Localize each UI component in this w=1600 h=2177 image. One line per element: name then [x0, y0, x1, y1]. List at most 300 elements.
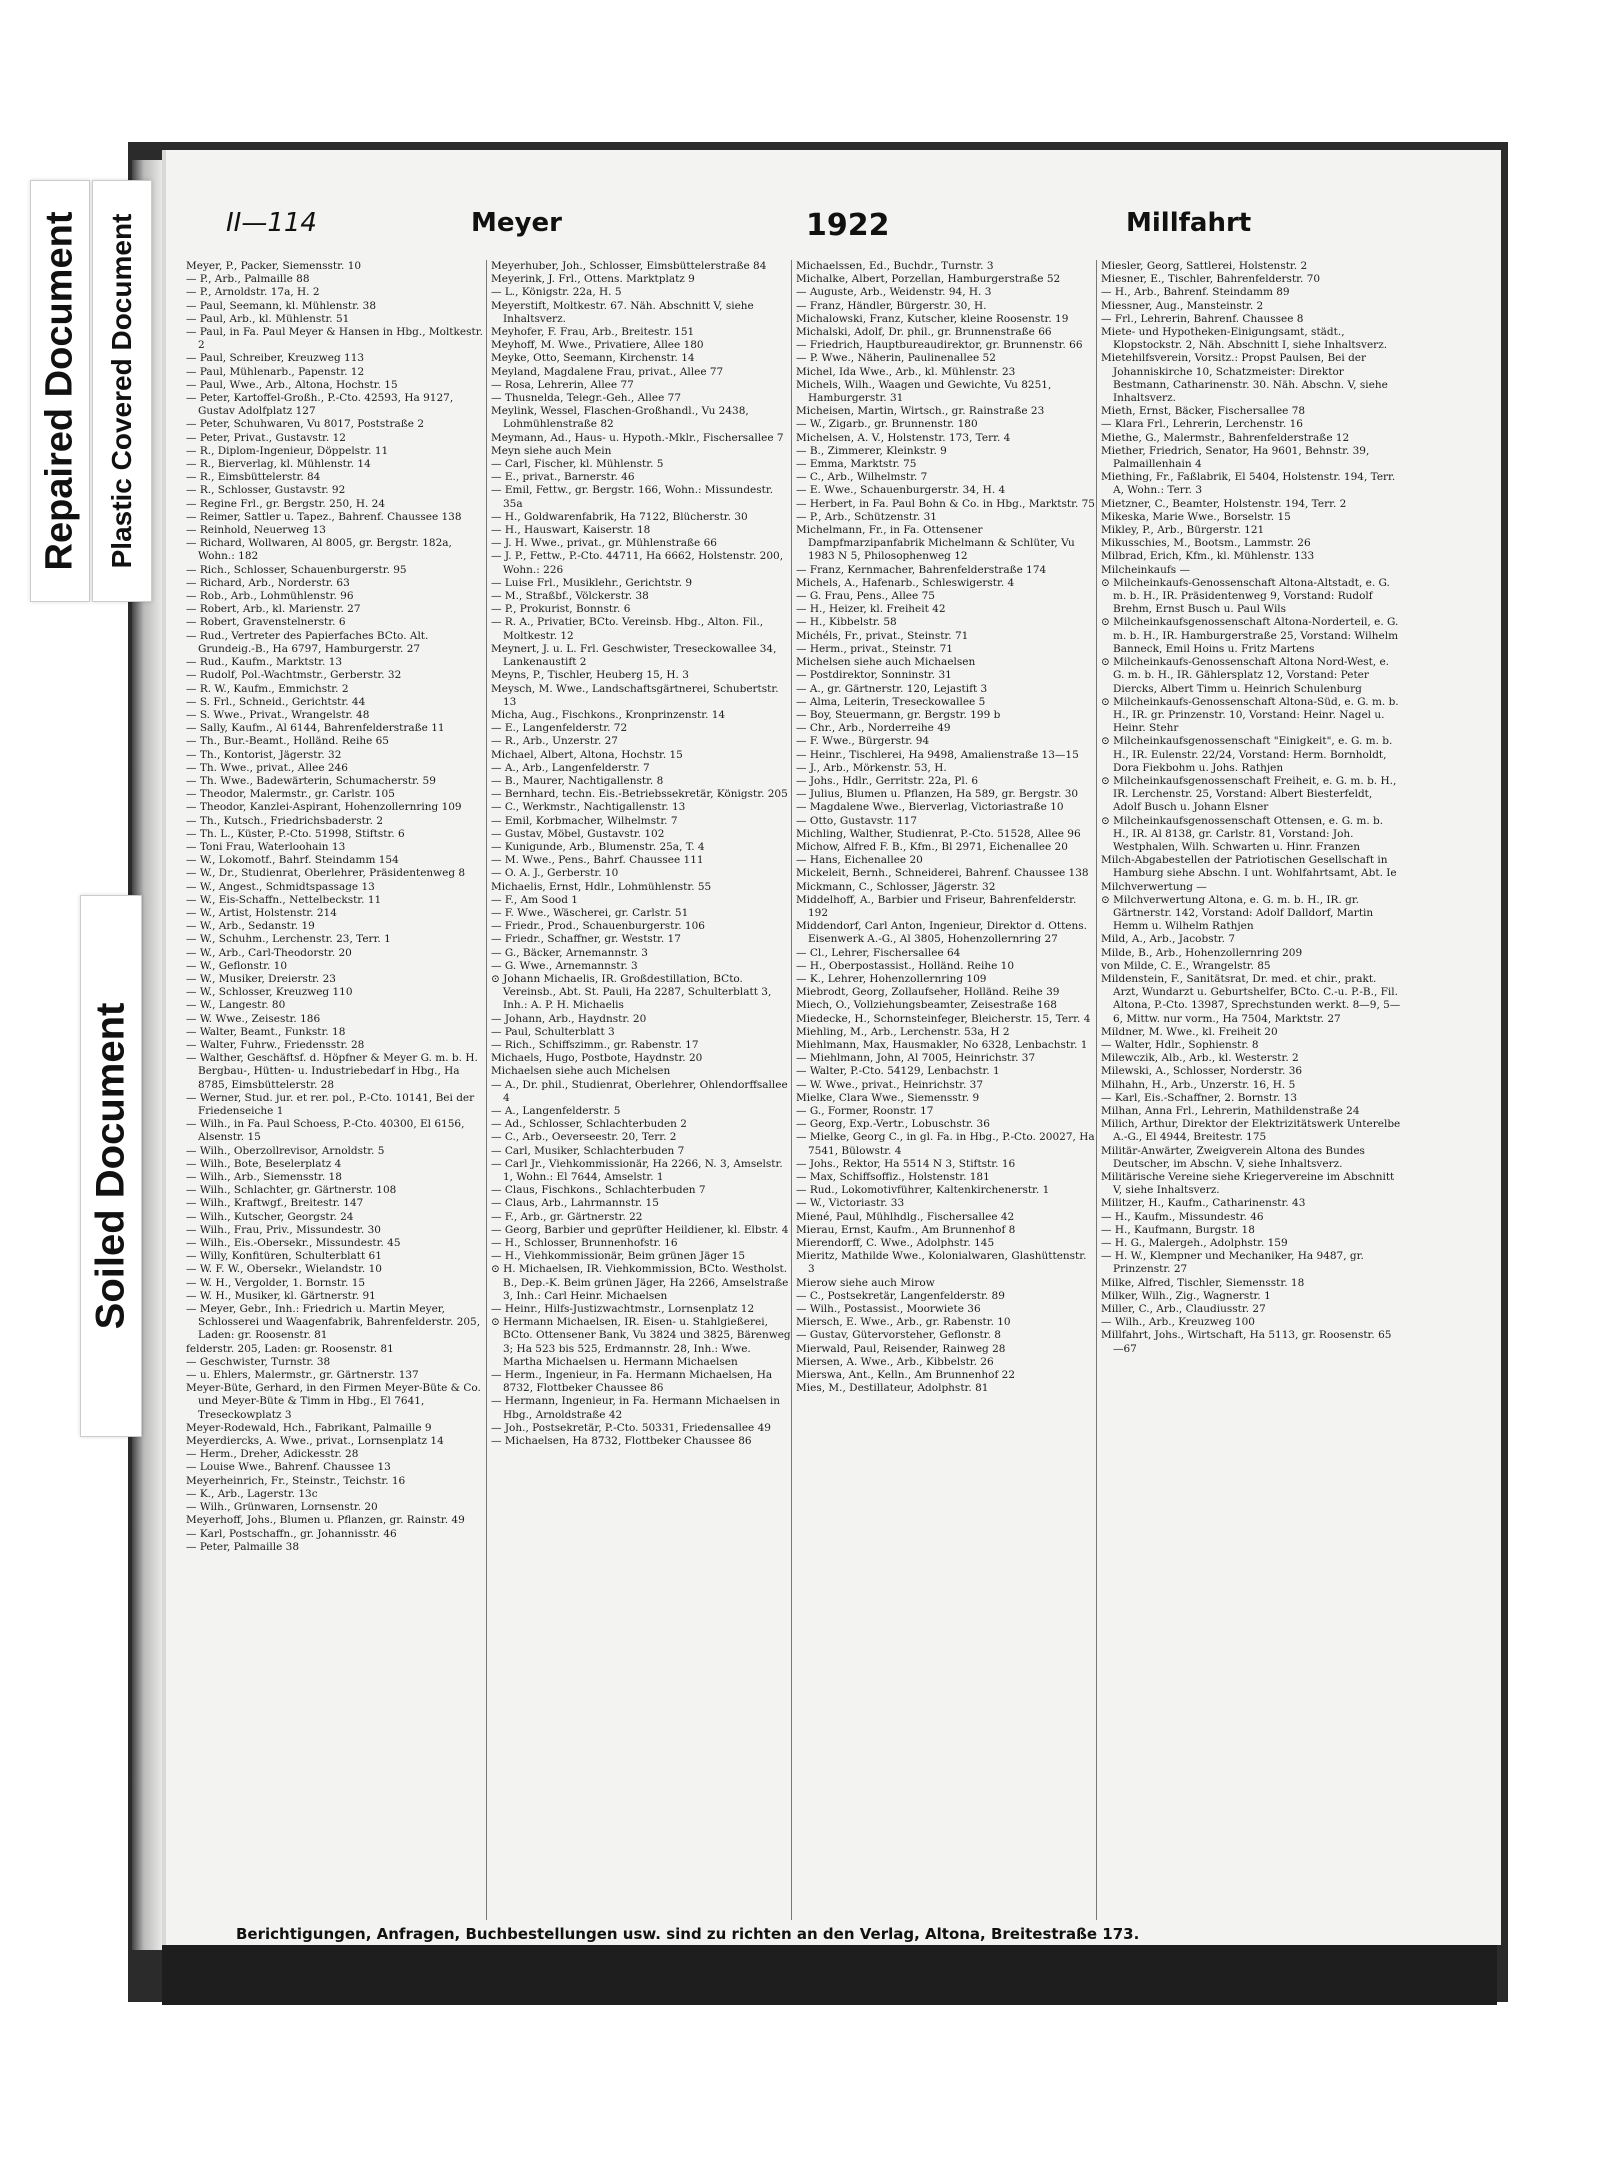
- directory-entry: — F. Wwe., Bürgerstr. 94: [796, 735, 930, 748]
- directory-entry: — H., Viehkommissionär, Beim grünen Jäger 15: [491, 1250, 745, 1263]
- directory-entry: — H., Heizer, kl. Freiheit 42: [796, 603, 946, 616]
- directory-entry: — Miehlmann, John, Al 7005, Heinrichstr. 37: [796, 1052, 1036, 1065]
- directory-entry: Milhan, Anna Frl., Lehrerin, Mathildenstraße 24: [1101, 1105, 1360, 1117]
- directory-entry: — Rob., Arb., Lohmühlenstr. 96: [186, 590, 354, 603]
- directory-entry: — Rud., Kaufm., Marktstr. 13: [186, 656, 343, 669]
- directory-entry: — Ad., Schlosser, Schlachterbuden 2: [491, 1118, 687, 1131]
- directory-entry: Meyns, P., Tischler, Heuberg 15, H. 3: [491, 669, 689, 682]
- directory-entry: Militärische Vereine siehe Kriegervereine im Abschnitt V, siehe Inhaltsverz.: [1101, 1171, 1395, 1197]
- directory-entry: Meyerstift, Moltkestr. 67. Näh. Abschnitt V, siehe Inhaltsverz.: [491, 299, 754, 325]
- directory-entry: Meyerheinrich, Fr., Steinstr., Teichstr. 16: [186, 1474, 406, 1487]
- directory-entry: — F., Arb., gr. Gärtnerstr. 22: [491, 1210, 643, 1223]
- directory-entry: — Th. L., Küster, P.-Cto. 51998, Stiftstr. 6: [186, 827, 405, 840]
- directory-entry: — C., Postsekretär, Langenfelderstr. 89: [796, 1289, 1005, 1302]
- directory-entry: — A., Langenfelderstr. 5: [491, 1105, 621, 1117]
- directory-entry: — J. H. Wwe., privat., gr. Mühlenstraße 66: [491, 537, 717, 550]
- directory-entry: Meylink, Wessel, Flaschen-Großhandl., Vu 2438, Lohmühlenstraße 82: [491, 405, 749, 431]
- directory-entry: Miesler, Georg, Sattlerei, Holstenstr. 2: [1101, 260, 1308, 272]
- directory-entry: Miersen, A. Wwe., Arb., Kibbelstr. 26: [796, 1355, 994, 1368]
- directory-entry: — Rudolf, Pol.-Wachtmstr., Gerberstr. 32: [186, 669, 402, 682]
- directory-column-4: [1101, 260, 1401, 1356]
- directory-entry: Meynert, J. u. L. Frl. Geschwister, Treseckowallee 34, Lankenaustift 2: [491, 642, 777, 669]
- directory-entry: Mierswa, Ant., Kelln., Am Brunnenhof 22: [796, 1369, 1016, 1382]
- directory-entry: — W., Artist, Holstenstr. 214: [186, 906, 337, 919]
- directory-entry: Miete- und Hypotheken-Einigungsamt, städt., Klopstockstr. 2, Näh. Abschnitt I, siehe Inhaltsverz.: [1101, 326, 1388, 352]
- directory-entry: Miersch, E. Wwe., Arb., gr. Rabenstr. 10: [796, 1316, 1011, 1329]
- directory-entry: — Frl., Lehrerin, Bahrenf. Chaussee 8: [1101, 312, 1304, 325]
- directory-entry: Meyhoff, M. Wwe., Privatiere, Allee 180: [491, 339, 704, 352]
- directory-entry: — R., Schlosser, Gustavstr. 92: [186, 484, 346, 497]
- directory-entry: Michalowski, Franz, Kutscher, kleine Roosenstr. 19: [796, 312, 1069, 325]
- directory-entry: Milbrad, Erich, Kfm., kl. Mühlenstr. 133: [1101, 550, 1315, 563]
- directory-entry: Meyerdiercks, A. Wwe., privat., Lornsenplatz 14: [186, 1435, 444, 1448]
- directory-entry: Mietzner, C., Beamter, Holstenstr. 194, Terr. 2: [1101, 497, 1347, 510]
- directory-entry: Michels, A., Hafenarb., Schleswigerstr. 4: [796, 576, 1015, 589]
- directory-entry: — R. A., Privatier, BCto. Vereinsb. Hbg., Alton. Fil., Moltkestr. 12: [491, 616, 764, 642]
- directory-entry: — Johann, Arb., Haydnstr. 20: [491, 1012, 647, 1025]
- directory-entry: Meyhofer, F. Frau, Arb., Breitestr. 151: [491, 326, 695, 339]
- publisher-footer: Berichtigungen, Anfragen, Buchbestellungen usw. sind zu richten an den Verlag, Altona, Breitestraße 173.: [236, 1925, 1140, 1943]
- directory-entry: — Robert, Gravenstelnerstr. 6: [186, 616, 346, 629]
- directory-entry: — R., Eimsbüttelerstr. 84: [186, 471, 321, 484]
- directory-entry: — E. Wwe., Schauenburgerstr. 34, H. 4: [796, 484, 1006, 497]
- directory-entry: — Wilh., Schlachter, gr. Gärtnerstr. 108: [186, 1184, 397, 1197]
- directory-entry: — Louise Wwe., Bahrenf. Chaussee 13: [186, 1461, 391, 1474]
- directory-entry: — K., Arb., Lagerstr. 13c: [186, 1487, 318, 1500]
- year-heading: 1922: [806, 208, 890, 243]
- directory-entry: — Kunigunde, Arb., Blumenstr. 25a, T. 4: [491, 840, 705, 853]
- directory-entry: — W., Geflonstr. 10: [186, 959, 288, 972]
- directory-entry: ⊙ Milcheinkaufsgenossenschaft "Einigkeit", e. G. m. b. H., IR. Eulenstr. 22/24, Vorstand: Herm. Bornholdt, Dora Fiekbohm u. Johs. Rathjen: [1101, 735, 1393, 774]
- directory-entry: — Wilh., Postassist., Moorwiete 36: [796, 1303, 981, 1316]
- directory-entry: — H., Oberpostassist., Holländ. Reihe 10: [796, 959, 1015, 972]
- directory-entry: — A., Dr. phil., Studienrat, Oberlehrer, Ohlendorffsallee 4: [491, 1078, 788, 1104]
- directory-entry: — Emil, Korbmacher, Wilhelmstr. 7: [491, 814, 678, 827]
- directory-entry: — Paul, Wwe., Arb., Altona, Hochstr. 15: [186, 378, 398, 391]
- directory-entry: — Herm., Dreher, Adickesstr. 28: [186, 1448, 359, 1461]
- directory-entry: — W., Schlosser, Kreuzweg 110: [186, 986, 353, 999]
- directory-entry: ⊙ Milcheinkaufs-Genossenschaft Altona-Altstadt, e. G. m. b. H., IR. Präsidentenweg 9, Vorstand: Rudolf Brehm, Ernst Busch u. Paul Wils: [1101, 576, 1390, 616]
- directory-entry: — O. A. J., Gerberstr. 10: [491, 867, 619, 880]
- directory-entry: — J. P., Fettw., P.-Cto. 44711, Ha 6662, Holstenstr. 200, Wohn.: 226: [491, 550, 784, 576]
- directory-entry: ⊙ Milchverwertung Altona, e. G. m. b. H., IR. gr. Gärtnerstr. 142, Vorstand: Adolf Dalldorf, Martin Hemm u. Wilhelm Rathjen: [1101, 893, 1374, 933]
- directory-entry: — Otto, Gustavstr. 117: [796, 814, 918, 827]
- directory-entry: Michels, Wilh., Waagen und Gewichte, Vu 8251, Hamburgerstr. 31: [796, 378, 1052, 405]
- directory-entry: — F., Am Sood 1: [491, 893, 578, 906]
- directory-entry: — Theodor, Kanzlei-Aspirant, Hohenzollernring 109: [186, 801, 462, 814]
- directory-entry: Mierendorff, C. Wwe., Adolphstr. 145: [796, 1237, 995, 1250]
- directory-entry: — H., Goldwarenfabrik, Ha 7122, Blücherstr. 30: [491, 510, 748, 523]
- directory-entry: Michel, Ida Wwe., Arb., kl. Mühlenstr. 23: [796, 365, 1016, 378]
- directory-entry: — Paul, Mühlenarb., Papenstr. 12: [186, 365, 365, 378]
- directory-entry: — R., Diplom-Ingenieur, Döppelstr. 11: [186, 444, 389, 457]
- directory-entry: — Theodor, Malermstr., gr. Carlstr. 105: [186, 788, 395, 801]
- directory-entry: — Paul, in Fa. Paul Meyer & Hansen in Hbg., Moltkestr. 2: [186, 326, 483, 352]
- directory-entry: Michalke, Albert, Porzellan, Hamburgerstraße 52: [796, 273, 1061, 286]
- directory-entry: — W., Dr., Studienrat, Oberlehrer, Präsidentenweg 8: [186, 867, 466, 880]
- directory-entry: Mikusschies, M., Bootsm., Lammstr. 26: [1101, 537, 1311, 550]
- directory-entry: Michéls, Fr., privat., Steinstr. 71: [796, 629, 969, 642]
- directory-entry: — u. Ehlers, Malermstr., gr. Gärtnerstr. 137: [186, 1369, 419, 1382]
- directory-entry: Mieritz, Mathilde Wwe., Kolonialwaren, Glashüttenstr. 3: [796, 1250, 1087, 1276]
- directory-entry: — Thusnelda, Telegr.-Geh., Allee 77: [491, 392, 681, 405]
- directory-entry: Meyke, Otto, Seemann, Kirchenstr. 14: [491, 352, 695, 365]
- column-rule: [1096, 260, 1097, 1920]
- directory-entry: — M. Wwe., Pens., Bahrf. Chaussee 111: [491, 854, 704, 867]
- directory-entry: Mickmann, C., Schlosser, Jägerstr. 32: [796, 880, 996, 893]
- directory-entry: — W., Schuhm., Lerchenstr. 23, Terr. 1: [186, 933, 391, 946]
- directory-entry: — Regine Frl., gr. Bergstr. 250, H. 24: [186, 497, 386, 510]
- directory-entry: Mierwald, Paul, Reisender, Rainweg 28: [796, 1342, 1006, 1355]
- directory-entry: — E., Langenfelderstr. 72: [491, 722, 628, 735]
- directory-entry: Micha, Aug., Fischkons., Kronprinzenstr. 14: [491, 708, 726, 721]
- directory-entry: Middelhoff, A., Barbier und Friseur, Bahrenfelderstr. 192: [796, 893, 1077, 919]
- directory-entry: — Th. Wwe., privat., Allee 246: [186, 761, 348, 774]
- directory-entry: Miessner, Aug., Mansteinstr. 2: [1101, 299, 1264, 312]
- directory-entry: Meyerink, J. Frl., Ottens. Marktplatz 9: [491, 273, 695, 286]
- directory-entry: — Gustav, Gütervorsteher, Geflonstr. 8: [796, 1329, 1001, 1342]
- directory-entry: — W., Victoriastr. 33: [796, 1197, 905, 1210]
- directory-entry: — Herbert, in Fa. Paul Bohn & Co. in Hbg., Marktstr. 75: [796, 497, 1095, 510]
- soiled-document-tag: [80, 895, 142, 1437]
- directory-entry: Milewski, A., Schlosser, Norderstr. 36: [1101, 1065, 1303, 1078]
- directory-entry: — P. Wwe., Näherin, Paulinenallee 52: [796, 352, 996, 365]
- directory-entry: — S. Frl., Schneid., Gerichtstr. 44: [186, 695, 366, 708]
- directory-entry: — Klara Frl., Lehrerin, Lerchenstr. 16: [1101, 418, 1303, 431]
- directory-entry: — H. W., Klempner und Mechaniker, Ha 9487, gr. Prinzenstr. 27: [1101, 1250, 1364, 1276]
- directory-entry: — Wilh., Grünwaren, Lornsenstr. 20: [186, 1501, 378, 1514]
- directory-entry: Mild, A., Arb., Jacobstr. 7: [1101, 933, 1236, 946]
- directory-entry: — H., Kaufmann, Burgstr. 18: [1101, 1223, 1255, 1236]
- directory-entry: Michelsen, A. V., Holstenstr. 173, Terr. 4: [796, 431, 1011, 444]
- directory-entry: — Th., Kutsch., Friedrichsbaderstr. 2: [186, 814, 384, 827]
- directory-entry: — Auguste, Arb., Weidenstr. 94, H. 3: [796, 286, 992, 299]
- directory-entry: — Peter, Kartoffel-Großh., P.-Cto. 42593, Ha 9127, Gustav Adolfplatz 127: [186, 392, 454, 418]
- directory-entry: — Sally, Kaufm., Al 6144, Bahrenfelderstraße 11: [186, 722, 445, 735]
- directory-entry: — Richard, Wollwaren, Al 8005, gr. Bergstr. 182a, Wohn.: 182: [186, 537, 452, 563]
- directory-entry: — Walter, Hdlr., Sophienstr. 8: [1101, 1038, 1259, 1051]
- repaired-document-tag: [30, 180, 90, 602]
- directory-entry: Mikley, P., Arb., Bürgerstr. 121: [1101, 524, 1265, 537]
- directory-entry: ⊙ Hermann Michaelsen, IR. Eisen- u. Stahlgießerei, BCto. Ottensener Bank, Vu 3824 und 3825, Bärenweg 3; Ha 523 bis 525, Erdmannstr. 28, Inh.: Wwe. Martha Michaelsen u. Hermann Michaelsen: [491, 1316, 791, 1368]
- directory-entry: — H., Kibbelstr. 58: [796, 616, 897, 629]
- directory-entry: — J., Arb., Mörkenstr. 53, H.: [796, 761, 947, 774]
- directory-entry: — E., privat., Barnerstr. 46: [491, 471, 635, 484]
- directory-entry: — Luise Frl., Musiklehr., Gerichtstr. 9: [491, 576, 693, 589]
- directory-entry: — Peter, Palmaille 38: [186, 1540, 300, 1553]
- directory-entry: Michaelssen, Ed., Buchdr., Turnstr. 3: [796, 260, 994, 272]
- directory-entry: — Walther, Geschäftsf. d. Höpfner & Meyer G. m. b. H. Bergbau-, Hütten- u. Industriebedarf in Hbg., Ha 8785, Eimsbüttelerstr. 28: [186, 1052, 478, 1091]
- directory-entry: — P., Arb., Schützenstr. 31: [796, 510, 937, 523]
- directory-entry: — L., Königstr. 22a, H. 5: [491, 286, 622, 299]
- directory-entry: — Peter, Privat., Gustavstr. 12: [186, 431, 346, 444]
- directory-entry: — Rud., Vertreter des Papierfaches BCto. Alt. Grundeig.-B., Ha 6797, Hamburgerstr. 27: [186, 629, 429, 655]
- directory-entry: — Claus, Fischkons., Schlachterbuden 7: [491, 1184, 706, 1197]
- directory-entry: — Mielke, Georg C., in gl. Fa. in Hbg., P.-Cto. 20027, Ha 7541, Bülowstr. 4: [796, 1131, 1095, 1157]
- directory-entry: — W., Eis-Schaffn., Nettelbeckstr. 11: [186, 893, 382, 906]
- directory-entry: — Peter, Schuhwaren, Vu 8017, Poststraße 2: [186, 418, 425, 431]
- directory-entry: Miehlmann, Max, Hausmakler, No 6328, Lenbachstr. 1: [796, 1038, 1088, 1051]
- directory-entry: — Paul, Schreiber, Kreuzweg 113: [186, 352, 365, 365]
- directory-entry: — Joh., Postsekretär, P.-Cto. 50331, Friedensallee 49: [491, 1421, 771, 1434]
- directory-entry: — Franz, Kernmacher, Bahrenfelderstraße 174: [796, 563, 1047, 576]
- directory-entry: Meyer, P., Packer, Siemensstr. 10: [186, 260, 362, 272]
- directory-entry: Meyerhuber, Joh., Schlosser, Eimsbüttelerstraße 84: [491, 260, 767, 272]
- directory-entry: — G. Wwe., Arnemannstr. 3: [491, 959, 638, 972]
- directory-entry: — K., Lehrer, Hohenzollernring 109: [796, 972, 987, 985]
- directory-entry: ⊙ Johann Michaelis, IR. Großdestillation, BCto. Vereinsb., Abt. St. Pauli, Ha 2287, Schulterblatt 3, Inh.: A. P. H. Michaelis: [491, 972, 772, 1012]
- directory-entry: — Meyer, Gebr., Inh.: Friedrich u. Martin Meyer, Schlosserei und Waagenfabrik, Bahrenfelderstr. 205, Laden: gr. Roosenstr. 81: [186, 1303, 481, 1342]
- directory-entry: — Rud., Lokomotivführer, Kaltenkirchenerstr. 1: [796, 1184, 1050, 1197]
- soiled-document-label: Soiled Document: [88, 1002, 133, 1330]
- directory-entry: Miech, O., Vollziehungsbeamter, Zeisestraße 168: [796, 999, 1057, 1012]
- directory-entry: — F. Wwe., Wäscherei, gr. Carlstr. 51: [491, 906, 689, 919]
- directory-entry: — G. Frau, Pens., Allee 75: [796, 590, 935, 603]
- directory-entry: — P., Arnoldstr. 17a, H. 2: [186, 286, 320, 299]
- directory-entry: Mikeska, Marie Wwe., Borselstr. 15: [1101, 510, 1291, 523]
- directory-entry: — Wilh., in Fa. Paul Schoess, P.-Cto. 40300, El 6156, Alsenstr. 15: [186, 1118, 465, 1144]
- directory-entry: — B., Zimmerer, Kleinkstr. 9: [796, 444, 947, 457]
- directory-entry: — Reimer, Sattler u. Tapez., Bahrenf. Chaussee 138: [186, 510, 462, 523]
- directory-entry: — Paul, Seemann, kl. Mühlenstr. 38: [186, 299, 377, 312]
- directory-entry: ⊙ H. Michaelsen, IR. Viehkommission, BCto. Westholst. B., Dep.-K. Beim grünen Jäger, Ha 2266, Amselstraße 3, Inh.: Carl Heinr. Michaelsen: [491, 1263, 789, 1302]
- directory-entry: — H., Hauswart, Kaiserstr. 18: [491, 524, 651, 537]
- directory-entry: Meyer-Rodewald, Hch., Fabrikant, Palmaille 9: [186, 1421, 432, 1434]
- directory-entry: — C., Arb., Wilhelmstr. 7: [796, 471, 928, 484]
- directory-entry: Michaelis, Ernst, Hdlr., Lohmühlenstr. 55: [491, 880, 712, 893]
- directory-entry: Miebrodt, Georg, Zollaufseher, Holländ. Reihe 39: [796, 986, 1060, 999]
- column-rule: [486, 260, 487, 1920]
- directory-entry: — Th., Kontorist, Jägerstr. 32: [186, 748, 342, 761]
- directory-entry: — W., Langestr. 80: [186, 999, 286, 1012]
- directory-entry: Milde, B., Arb., Hohenzollernring 209: [1101, 946, 1303, 959]
- directory-entry: — R., Arb., Unzerstr. 27: [491, 735, 618, 748]
- directory-entry: Mildner, M. Wwe., kl. Freiheit 20: [1101, 1025, 1278, 1038]
- directory-entry: Milcheinkaufs —: [1101, 563, 1190, 576]
- directory-entry: — C., Arb., Oeverseestr. 20, Terr. 2: [491, 1131, 677, 1144]
- directory-entry: von Milde, C. E., Wrangelstr. 85: [1101, 959, 1271, 972]
- directory-entry: — Friedr., Schaffner, gr. Weststr. 17: [491, 933, 681, 946]
- directory-entry: — Karl, Eis.-Schaffner, 2. Bornstr. 13: [1101, 1091, 1298, 1104]
- directory-entry: — Herm., Ingenieur, in Fa. Hermann Michaelsen, Ha 8732, Flottbeker Chaussee 86: [491, 1369, 773, 1395]
- directory-entry: — P., Arb., Palmaille 88: [186, 273, 310, 286]
- directory-entry: — A., Arb., Langenfelderstr. 7: [491, 761, 650, 774]
- directory-entry: — Hans, Eichenallee 20: [796, 854, 923, 867]
- directory-entry: — G., Former, Roonstr. 17: [796, 1105, 934, 1117]
- directory-entry: — Magdalene Wwe., Bierverlag, Victoriastraße 10: [796, 801, 1064, 814]
- right-running-head: Millfahrt: [1126, 208, 1252, 238]
- plastic-covered-document-tag: [92, 180, 152, 602]
- directory-entry: — Hermann, Ingenieur, in Fa. Hermann Michaelsen in Hbg., Arnoldstraße 42: [491, 1395, 780, 1421]
- directory-entry: — W., Angest., Schmidtspassage 13: [186, 880, 375, 893]
- directory-entry: — Walter, P.-Cto. 54129, Lenbachstr. 1: [796, 1065, 1000, 1078]
- directory-entry: Michling, Walther, Studienrat, P.-Cto. 51528, Allee 96: [796, 827, 1081, 840]
- directory-entry: Meymann, Ad., Haus- u. Hypoth.-Mklr., Fischersallee 7: [491, 431, 784, 444]
- directory-entry: Milhahn, H., Arb., Unzerstr. 16, H. 5: [1101, 1078, 1296, 1091]
- directory-entry: — Heinr., Tischlerei, Ha 9498, Amalienstraße 13—15: [796, 748, 1079, 761]
- directory-entry: Miehling, M., Arb., Lerchenstr. 53a, H 2: [796, 1025, 1010, 1038]
- directory-entry: — W., Arb., Sedanstr. 19: [186, 920, 315, 933]
- directory-entry: — Gustav, Möbel, Gustavstr. 102: [491, 827, 665, 840]
- directory-entry: — Friedrich, Hauptbureaudirektor, gr. Brunnenstr. 66: [796, 339, 1083, 352]
- directory-column-3: [796, 260, 1096, 1395]
- directory-entry: — W., Musiker, Dreierstr. 23: [186, 972, 336, 985]
- directory-entry: — H. G., Malergeh., Adolphstr. 159: [1101, 1237, 1288, 1250]
- directory-entry: — Carl Jr., Viehkommissionär, Ha 2266, N. 3, Amselstr. 1, Wohn.: El 7644, Amselstr. 1: [491, 1157, 783, 1184]
- directory-entry: Michaelsen siehe auch Michelsen: [491, 1065, 671, 1078]
- book-bottom-edge: [162, 1945, 1497, 2005]
- directory-entry: — Robert, Arb., kl. Marienstr. 27: [186, 603, 361, 616]
- directory-entry: — B., Maurer, Nachtigallenstr. 8: [491, 774, 664, 787]
- directory-entry: Micheisen, Martin, Wirtsch., gr. Rainstraße 23: [796, 405, 1045, 418]
- directory-entry: Mierau, Ernst, Kaufm., Am Brunnenhof 8: [796, 1223, 1016, 1236]
- directory-entry: — Postdirektor, Sonninstr. 31: [796, 669, 952, 682]
- directory-entry: Miethe, G., Malermstr., Bahrenfelderstraße 12: [1101, 431, 1350, 444]
- directory-entry: ⊙ Milcheinkaufsgenossenschaft Freiheit, e. G. m. b. H., IR. Lerchenstr. 25, Vorstand: Albert Biesterfeldt, Adolf Busch u. Johann Elsner: [1101, 774, 1397, 814]
- directory-entry: — Boy, Steuermann, gr. Bergstr. 199 b: [796, 708, 1001, 721]
- directory-entry: — Emma, Marktstr. 75: [796, 458, 917, 471]
- directory-entry: — P., Prokurist, Bonnstr. 6: [491, 603, 631, 616]
- directory-entry: Milker, Wilh., Zig., Wagnerstr. 1: [1101, 1289, 1271, 1302]
- directory-page: [162, 150, 1501, 1945]
- directory-entry: Michow, Alfred F. B., Kfm., Bl 2971, Eichenallee 20: [796, 840, 1068, 853]
- directory-entry: — C., Werkmstr., Nachtigallenstr. 13: [491, 801, 686, 814]
- directory-entry: — W. F. W., Obersekr., Wielandstr. 10: [186, 1263, 382, 1276]
- directory-entry: — Bernhard, techn. Eis.-Betriebssekretär, Königstr. 205: [491, 788, 788, 801]
- directory-entry: — Wilh., Eis.-Obersekr., Missundestr. 45: [186, 1237, 401, 1250]
- directory-entry: — W., Zigarb., gr. Brunnenstr. 180: [796, 418, 978, 431]
- directory-entry: — R., Bierverlag, kl. Mühlenstr. 14: [186, 458, 371, 471]
- directory-entry: Miené, Paul, Mühlhdlg., Fischersallee 42: [796, 1210, 1015, 1223]
- column-rule: [791, 260, 792, 1920]
- directory-entry: — Walter, Beamt., Funkstr. 18: [186, 1025, 346, 1038]
- directory-entry: Michaels, Hugo, Postbote, Haydnstr. 20: [491, 1052, 703, 1065]
- directory-column-2: [491, 260, 791, 1448]
- directory-entry: ⊙ Milcheinkaufsgenossenschaft Altona-Norderteil, e. G. m. b. H., IR. Hamburgerstraße 25, Vorstand: Wilhelm Banneck, Emil Hoins u. Fritz Martens: [1101, 616, 1399, 655]
- directory-entry: Miether, Friedrich, Senator, Ha 9601, Behnstr. 39, Palmaillenhain 4: [1101, 444, 1370, 471]
- directory-entry: Millfahrt, Johs., Wirtschaft, Ha 5113, gr. Roosenstr. 65—67: [1101, 1329, 1392, 1355]
- directory-entry: Miesner, E., Tischler, Bahrenfelderstr. 70: [1101, 273, 1321, 286]
- directory-entry: Militzer, H., Kaufm., Catharinenstr. 43: [1101, 1197, 1306, 1210]
- directory-entry: — W. H., Musiker, kl. Gärtnerstr. 91: [186, 1289, 376, 1302]
- directory-entry: — G., Bäcker, Arnemannstr. 3: [491, 946, 648, 959]
- directory-entry: — Georg, Exp.-Vertr., Lobuschstr. 36: [796, 1118, 990, 1131]
- directory-entry: — W., Lokomotf., Bahrf. Steindamm 154: [186, 854, 399, 867]
- directory-entry: felderstr. 205, Laden: gr. Roosenstr. 81: [186, 1342, 394, 1355]
- directory-entry: Miedecke, H., Schornsteinfeger, Bleicherstr. 15, Terr. 4: [796, 1012, 1091, 1025]
- directory-entry: Meysch, M. Wwe., Landschaftsgärtnerei, Schubertstr. 13: [491, 682, 779, 708]
- directory-entry: Militär-Anwärter, Zweigverein Altona des Bundes Deutscher, im Abschn. V, siehe Inhaltsverz.: [1101, 1144, 1365, 1170]
- directory-entry: ⊙ Milcheinkaufsgenossenschaft Ottensen, e. G. m. b. H., IR. Al 8138, gr. Carlstr. 81, Vorstand: Joh. Westphalen, Wilh. Schwarten u. Hinr. Franzen: [1101, 814, 1384, 853]
- directory-entry: Mietehilfsverein, Vorsitz.: Propst Paulsen, Bei der Johanniskirche 10, Schatzmeister: Direktor Bestmann, Catharinenstr. 30. Näh. Abschn. V, siehe Inhaltsverz.: [1101, 352, 1388, 405]
- directory-entry: — H., Arb., Bahrenf. Steindamm 89: [1101, 286, 1290, 299]
- directory-entry: — Herm., privat., Steinstr. 71: [796, 642, 953, 655]
- directory-entry: Milch-Abgabestellen der Patriotischen Gesellschaft in Hamburg siehe Abschn. I unt. Wohlfahrtsamt, Abt. Ie: [1101, 854, 1397, 880]
- directory-entry: — Heinr., Hilfs-Justizwachtmstr., Lornsenplatz 12: [491, 1303, 755, 1316]
- directory-entry: — W., Arb., Carl-Theodorstr. 20: [186, 946, 352, 959]
- directory-entry: — W. H., Vergolder, 1. Bornstr. 15: [186, 1276, 366, 1289]
- directory-entry: — Willy, Konfitüren, Schulterblatt 61: [186, 1250, 382, 1263]
- directory-entry: — Emil, Fettw., gr. Bergstr. 166, Wohn.: Missundestr. 35a: [491, 484, 774, 510]
- directory-entry: Milchverwertung —: [1101, 880, 1207, 893]
- directory-entry: Michelsen siehe auch Michaelsen: [796, 656, 976, 669]
- directory-entry: — R. W., Kaufm., Emmichstr. 2: [186, 682, 349, 695]
- directory-entry: — Chr., Arb., Norderreihe 49: [796, 722, 951, 735]
- directory-entry: Mildenstein, F., Sanitätsrat, Dr. med. et chir., prakt. Arzt, Wundarzt u. Geburtshelfer, BCto. C.-u. P.-B., Fil. Altona, P.-Cto. 13987, Sprechstunden werkt. 8—9, 5—6, Mittw. nur vorm., Ha 7504, Marktstr. 27: [1101, 972, 1401, 1025]
- directory-entry: Michelmann, Fr., in Fa. Ottensener Dampfmarzipanfabrik Michelmann & Schlüter, Vu 1983 N 5, Philosophenweg 12: [796, 524, 1075, 563]
- directory-entry: — Paul, Arb., kl. Mühlenstr. 51: [186, 312, 350, 325]
- directory-entry: — Reinhold, Neuerweg 13: [186, 524, 326, 537]
- directory-entry: Meyer-Büte, Gerhard, in den Firmen Meyer-Büte & Co. und Meyer-Büte & Timm in Hbg., El 7641, Treseckowplatz 3: [186, 1382, 481, 1421]
- directory-entry: — Rosa, Lehrerin, Allee 77: [491, 378, 634, 391]
- directory-entry: — Walter, Fuhrw., Friedensstr. 28: [186, 1038, 365, 1051]
- directory-entry: — Richard, Arb., Norderstr. 63: [186, 576, 350, 589]
- directory-entry: — Claus, Arb., Lahrmannstr. 15: [491, 1197, 659, 1210]
- directory-entry: — Carl, Fischer, kl. Mühlenstr. 5: [491, 458, 664, 471]
- directory-entry: Mielke, Clara Wwe., Siemensstr. 9: [796, 1091, 980, 1104]
- directory-entry: — M., Straßbf., Völckerstr. 38: [491, 590, 649, 603]
- directory-entry: — S. Wwe., Privat., Wrangelstr. 48: [186, 708, 370, 721]
- directory-entry: — Wilh., Arb., Siemensstr. 18: [186, 1171, 342, 1184]
- directory-entry: — Johs., Rektor, Ha 5514 N 3, Stiftstr. 16: [796, 1157, 1016, 1170]
- directory-entry: ⊙ Milcheinkaufs-Genossenschaft Altona Nord-West, e. G. m. b. H., IR. Gählersplatz 12, Vorstand: Peter Diercks, Albert Timm u. Heinrich Schulenburg: [1101, 656, 1390, 695]
- directory-entry: — Geschwister, Turnstr. 38: [186, 1355, 331, 1368]
- directory-entry: Meyland, Magdalene Frau, privat., Allee 77: [491, 365, 724, 378]
- directory-entry: — Wilh., Arb., Kreuzweg 100: [1101, 1316, 1255, 1329]
- repaired-document-label: Repaired Document: [38, 211, 81, 571]
- directory-entry: — Th., Bur.-Beamt., Holländ. Reihe 65: [186, 735, 389, 748]
- directory-entry: Miller, C., Arb., Claudiusstr. 27: [1101, 1303, 1266, 1316]
- directory-entry: — Wilh., Kutscher, Georgstr. 24: [186, 1210, 354, 1223]
- directory-entry: Milewczik, Alb., Arb., kl. Westerstr. 2: [1101, 1052, 1299, 1065]
- directory-entry: Meyn siehe auch Mein: [491, 444, 612, 457]
- directory-entry: Milich, Arthur, Direktor der Elektrizitätswerk Unterelbe A.-G., El 4944, Breitestr. 175: [1101, 1118, 1401, 1144]
- directory-entry: — Karl, Postschaffn., gr. Johannisstr. 46: [186, 1527, 397, 1540]
- directory-entry: Mies, M., Destillateur, Adolphstr. 81: [796, 1382, 989, 1395]
- directory-entry: — Rich., Schlosser, Schauenburgerstr. 95: [186, 563, 407, 576]
- directory-entry: — Carl, Musiker, Schlachterbuden 7: [491, 1144, 685, 1157]
- directory-entry: Meyerhoff, Johs., Blumen u. Pflanzen, gr. Rainstr. 49: [186, 1514, 465, 1527]
- directory-entry: — Wilh., Frau, Priv., Missundestr. 30: [186, 1223, 381, 1236]
- directory-entry: Michael, Albert, Altona, Hochstr. 15: [491, 748, 683, 761]
- page-number: II—114: [226, 208, 317, 238]
- directory-entry: — Johs., Hdlr., Gerritstr. 22a, Pl. 6: [796, 774, 979, 787]
- directory-entry: — Max, Schiffsoffiz., Holstenstr. 181: [796, 1171, 990, 1184]
- directory-entry: — Friedr., Prod., Schauenburgerstr. 106: [491, 920, 705, 933]
- directory-entry: — Toni Frau, Waterloohain 13: [186, 840, 346, 853]
- directory-entry: — Th. Wwe., Badewärterin, Schumacherstr. 59: [186, 774, 436, 787]
- directory-entry: — H., Schlosser, Brunnenhofstr. 16: [491, 1237, 678, 1250]
- directory-entry: — W. Wwe., privat., Heinrichstr. 37: [796, 1078, 984, 1091]
- left-running-head: Meyer: [471, 208, 562, 238]
- directory-entry: Mickeleit, Bernh., Schneiderei, Bahrenf. Chaussee 138: [796, 867, 1089, 880]
- directory-entry: Mierow siehe auch Mirow: [796, 1276, 935, 1289]
- directory-entry: — Wilh., Bote, Beselerplatz 4: [186, 1157, 342, 1170]
- directory-entry: Middendorf, Carl Anton, Ingenieur, Direktor d. Ottens. Eisenwerk A.-G., Al 3805, Hohenzollernring 27: [796, 920, 1088, 946]
- directory-entry: — Paul, Schulterblatt 3: [491, 1025, 615, 1038]
- directory-entry: — Georg, Barbier und geprüfter Heildiener, kl. Elbstr. 4: [491, 1223, 789, 1236]
- directory-entry: Miething, Fr., Faßlabrik, El 5404, Holstenstr. 194, Terr. A, Wohn.: Terr. 3: [1101, 471, 1396, 497]
- directory-entry: — A., gr. Gärtnerstr. 120, Lejastift 3: [796, 682, 988, 695]
- directory-entry: — Alma, Leiterin, Treseckowallee 5: [796, 695, 986, 708]
- directory-entry: — Wilh., Kraftwgf., Breitestr. 147: [186, 1197, 364, 1210]
- directory-entry: — Julius, Blumen u. Pflanzen, Ha 589, gr. Bergstr. 30: [796, 788, 1079, 801]
- directory-entry: Michalski, Adolf, Dr. phil., gr. Brunnenstraße 66: [796, 326, 1052, 339]
- directory-entry: — Werner, Stud. jur. et rer. pol., P.-Cto. 10141, Bei der Friedenseiche 1: [186, 1091, 475, 1117]
- directory-entry: — H., Kaufm., Missundestr. 46: [1101, 1210, 1264, 1223]
- directory-entry: — Wilh., Oberzollrevisor, Arnoldstr. 5: [186, 1144, 385, 1157]
- directory-entry: ⊙ Milcheinkaufs-Genossenschaft Altona-Süd, e. G. m. b. H., IR. gr. Prinzenstr. 10, Vorstand: Heinr. Nagel u. Heinr. Stehr: [1101, 695, 1399, 735]
